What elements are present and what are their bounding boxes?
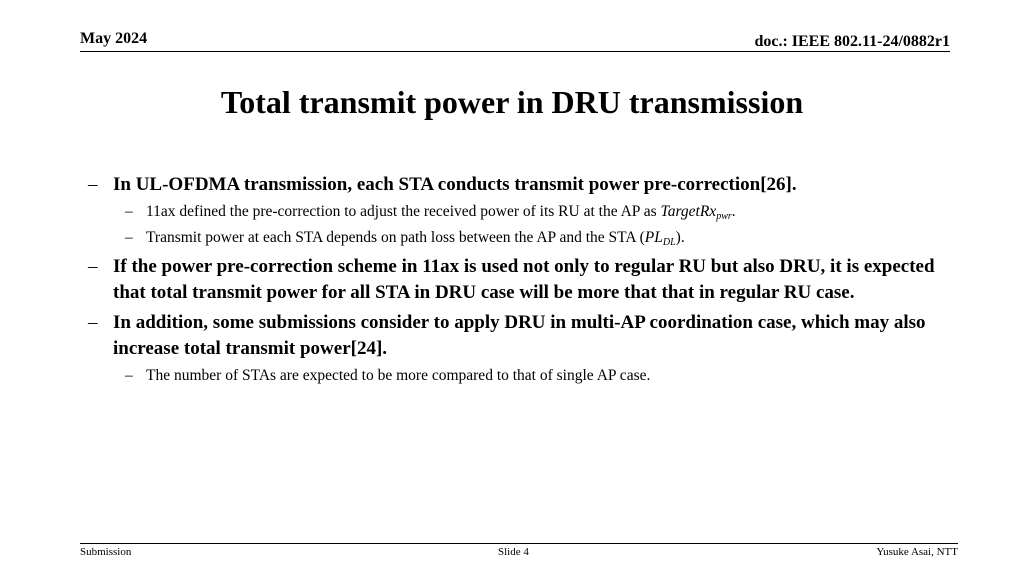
bullet-2-text: If the power pre-correction scheme in 11ax is used not only to regular RU but also DRU, it is expected that total transmit power for all STA in DRU case will be more that that in regular RU case. [113,256,935,303]
bullet-3-sub-1-text: The number of STAs are expected to be more compared to that of single AP case. [146,367,651,384]
bullet-3-text: In addition, some submissions consider to apply DRU in multi-AP coordination case, which may also increase total transmit power[24]. [113,312,926,359]
bullet-1 [88,172,948,198]
footer-slide-number: Slide 4 [498,546,529,558]
pl-variable: PL [644,229,663,246]
targetrx-subscript: pwr [716,211,732,222]
slide-body [88,172,948,392]
bullet-1-sub-1 [88,202,948,222]
footer-author: Yusuke Asai, NTT [876,546,958,558]
pl-subscript: DL [662,237,676,248]
targetrx-variable: TargetRx [660,203,717,220]
dash-marker: – [88,174,98,195]
footer-rule [80,543,958,544]
dash-marker: – [125,367,133,384]
bullet-1-sub-2-text: Transmit power at each STA depends on path loss between the AP and the STA ( [146,229,645,246]
dash-marker: – [125,229,133,246]
header-date: May 2024 [80,30,148,47]
dash-marker: – [88,256,98,277]
bullet-1-sub-2 [88,228,948,248]
dash-marker: – [88,312,98,333]
bullet-1-sub-1-text: 11ax defined the pre-correction to adjust the received power of its RU at the AP as [146,203,661,220]
bullet-3 [88,310,948,362]
bullet-1-sub-1-tail: . [731,203,736,220]
bullet-2 [88,254,948,306]
bullet-1-text: In UL-OFDMA transmission, each STA conducts transmit power pre-correction[26]. [113,174,797,195]
slide-title: Total transmit power in DRU transmission [220,84,804,120]
bullet-1-sub-2-tail: ). [675,229,685,246]
dash-marker: – [125,203,133,220]
header-rule [80,51,950,52]
footer-submission: Submission [80,546,132,558]
header-doc-id: doc.: IEEE 802.11-24/0882r1 [754,33,950,50]
bullet-3-sub-1 [88,366,948,386]
